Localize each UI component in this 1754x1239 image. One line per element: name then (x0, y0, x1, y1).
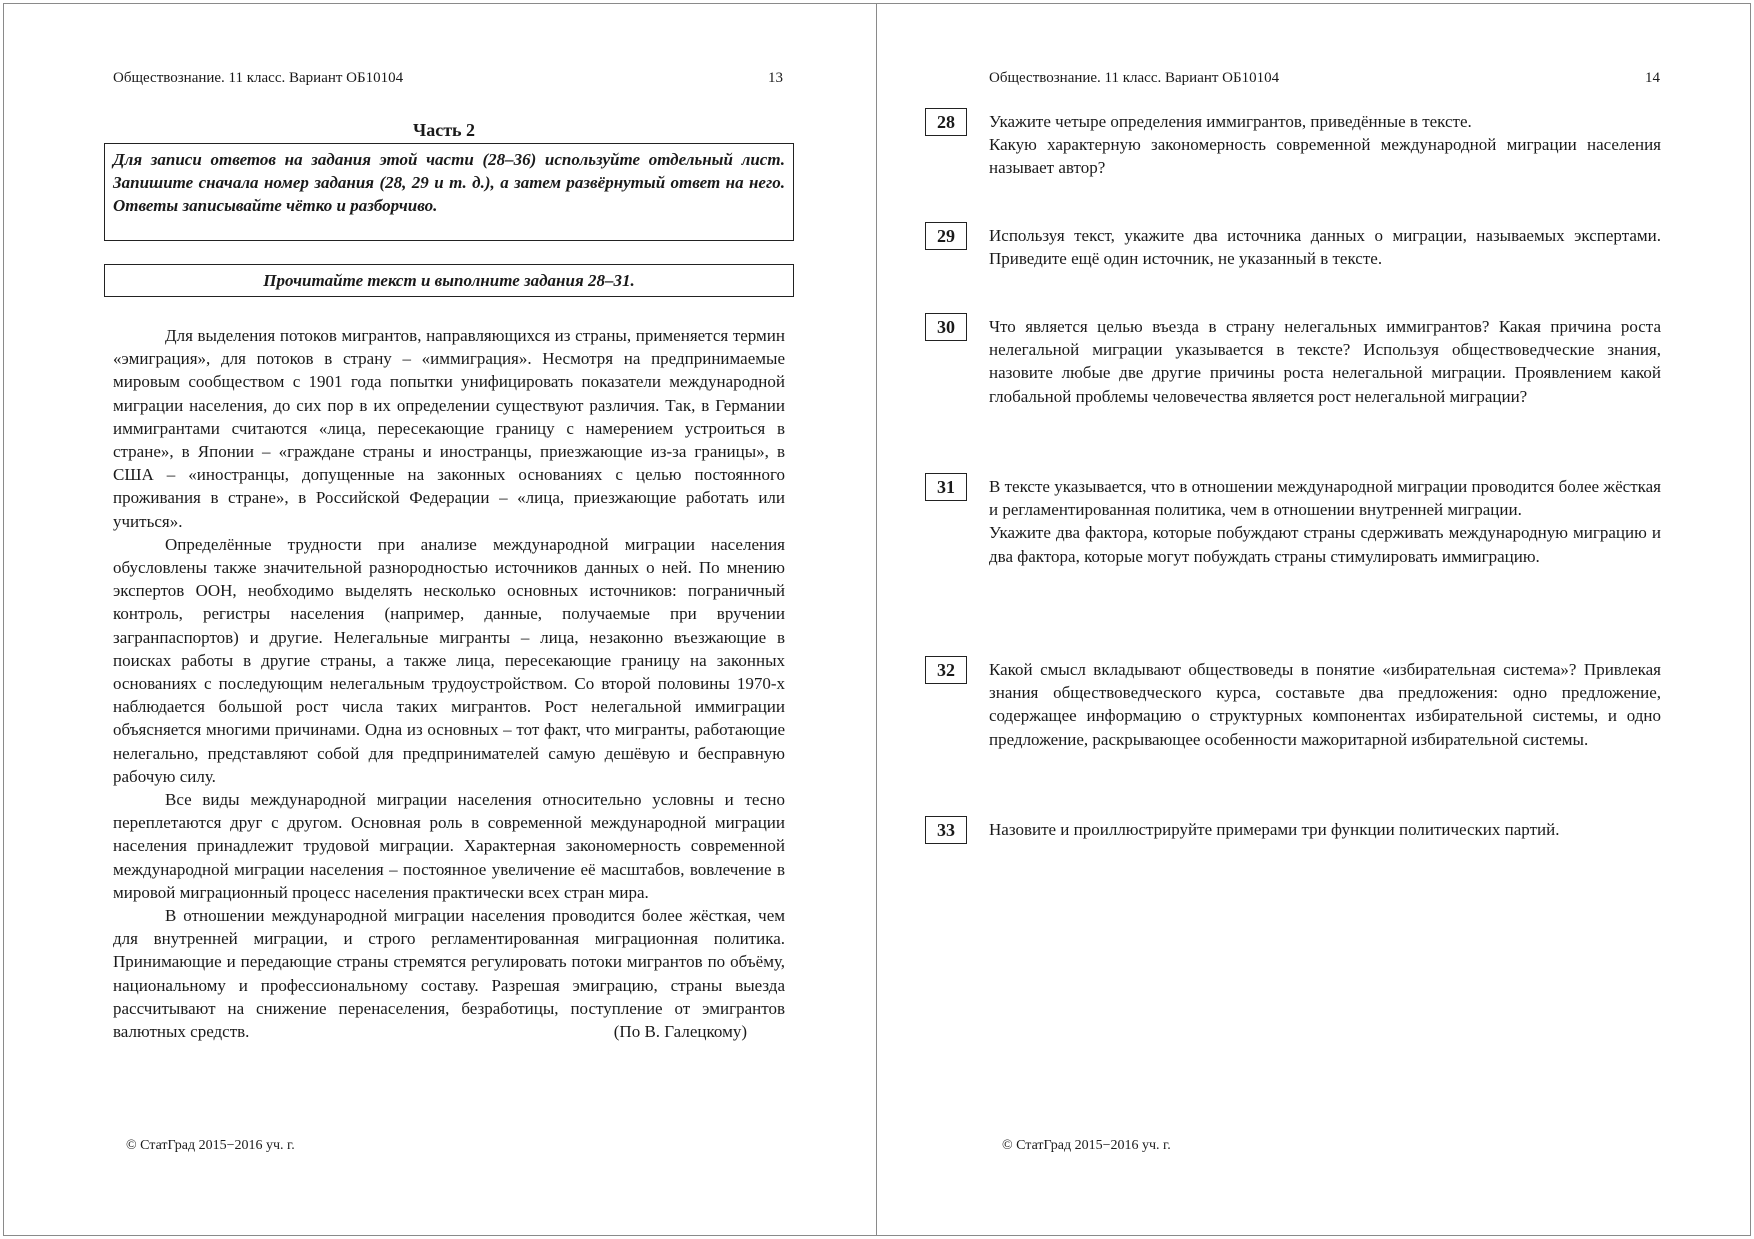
task-line: В тексте указывается, что в отношении международной миграции проводится более жёсткая и регламентированная политика, чем в отношении внутренней миграции. (989, 477, 1661, 520)
article-text (113, 324, 785, 1043)
task-line: Назовите и проиллюстрируйте примерами три функции политических партий. (989, 820, 1560, 839)
task-line: Используя текст, укажите два источника данных о миграции, называемых экспертами. Приведите ещё один источник, не указанный в тексте. (989, 226, 1661, 269)
task-line: Укажите четыре определения иммигрантов, приведённые в тексте. (989, 112, 1472, 131)
task-line: Какой смысл вкладывают обществоведы в понятие «избирательная система»? Привлекая знания обществоведческого курса, составьте два предложения: одно предложение, содержащее информацию о структурных компонентах избирательной системы, и одно предложение, раскрывающее особенности мажоритарной избирательной системы. (989, 660, 1661, 749)
copyright-footer: © СтатГрад 2015−2016 уч. г. (1002, 1138, 1171, 1153)
task-number-box: 33 (925, 816, 967, 844)
page-header-title: Обществознание. 11 класс. Вариант ОБ10104 (989, 70, 1280, 86)
page-number: 14 (1645, 70, 1660, 86)
task-line: Укажите два фактора, которые побуждают страны сдерживать международную миграцию и два фактора, которые могут побуждать страны стимулировать иммиграцию. (989, 523, 1661, 566)
task-text (989, 658, 1661, 751)
instructions-box: Для записи ответов на задания этой части (28–36) используйте отдельный лист. Запишите сначала номер задания (28, 29 и т. д.), а затем развёрнутый ответ на него. Ответы записывайте чётко и разборчиво. (104, 143, 794, 241)
article-paragraph: Определённые трудности при анализе международной миграции населения обусловлены также значительной разнородностью источников данных о ней. По мнению экспертов ООН, необходимо выделять несколько основных источников: пограничный контроль, регистры населения (например, данные, получаемые при вручении загранпаспортов) и другие. Нелегальные мигранты – лица, незаконно въезжающие в поисках работы в другие страны, а также лица, пересекающие границу на законных основаниях с последующим нелегальным трудоустройством. Со второй половины 1970-х наблюдается большой рост числа таких мигрантов. Рост нелегальной иммиграции объясняется многими причинами. Одна из основных – тот факт, что мигранты, работающие нелегально, представляют собой для предпринимателей самую дешёвую и бесправную рабочую силу. (113, 534, 785, 786)
page-header-title: Обществознание. 11 класс. Вариант ОБ10104 (113, 70, 404, 86)
part-title: Часть 2 (413, 120, 476, 140)
task-text (989, 475, 1661, 568)
task-number-box: 30 (925, 313, 967, 341)
task-text (989, 110, 1661, 180)
article-paragraph-text: В отношении международной миграции населения проводится более жёсткая, чем для внутренней миграции, и строго регламентированная миграционная политика. Принимающие и передающие страны стремятся регулировать потоки мигрантов по объёму, национальному и профессиональному составу. Разрешая эмиграцию, страны выезда рассчитывают на снижение перенаселения, безработицы, поступление от эмигрантов валютных средств. (113, 906, 785, 1042)
article-paragraph: Все виды международной миграции населения относительно условны и тесно переплетаются друг с другом. Основная роль в современной международной миграции населения принадлежит трудовой миграции. Характерная закономерность современной международной миграции населения – постоянное увеличение её масштабов, вовлечение в мировой миграционный процесс населения практически всех стран мира. (113, 790, 785, 902)
read-prompt-box: Прочитайте текст и выполните задания 28–31. (104, 264, 794, 297)
task-number-box: 32 (925, 656, 967, 684)
task-text (989, 315, 1661, 408)
task-text (989, 224, 1661, 270)
article-paragraph: Для выделения потоков мигрантов, направляющихся из страны, применяется термин «эмиграция», для потоков в страну – «иммиграция». Несмотря на предпринимаемые мировым сообществом с 1901 года попытки унифицировать показатели международной миграции населения, до сих пор в их определении существуют различия. Так, в Германии иммигрантами считаются «лица, пересекающие границу с намерением устроиться в стране», в Японии – «граждане страны и иностранцы, приезжающие из-за границы», в США – «иностранцы, допущенные на законных основаниях с целью постоянного проживания в стране», в Российской Федерации – «лица, приезжающие работать или учиться». (113, 326, 785, 531)
task-line: Что является целью въезда в страну нелегальных иммигрантов? Какая причина роста нелегальной миграции указывается в тексте? Используя обществоведческие знания, назовите любые две другие причины роста нелегальной миграции. Проявлением какой глобальной проблемы человечества является рост нелегальной миграции? (989, 317, 1661, 406)
right-page (877, 0, 1754, 1239)
task-line: Какую характерную закономерность современной международной миграции населения называет автор? (989, 135, 1661, 178)
page-number: 13 (768, 70, 783, 86)
task-number-box: 28 (925, 108, 967, 136)
article-paragraph (113, 904, 785, 1043)
copyright-footer: © СтатГрад 2015−2016 уч. г. (126, 1138, 295, 1153)
task-text (989, 818, 1661, 841)
task-number-box: 29 (925, 222, 967, 250)
task-number-box: 31 (925, 473, 967, 501)
article-source: (По В. Галецкому) (613, 1022, 747, 1042)
